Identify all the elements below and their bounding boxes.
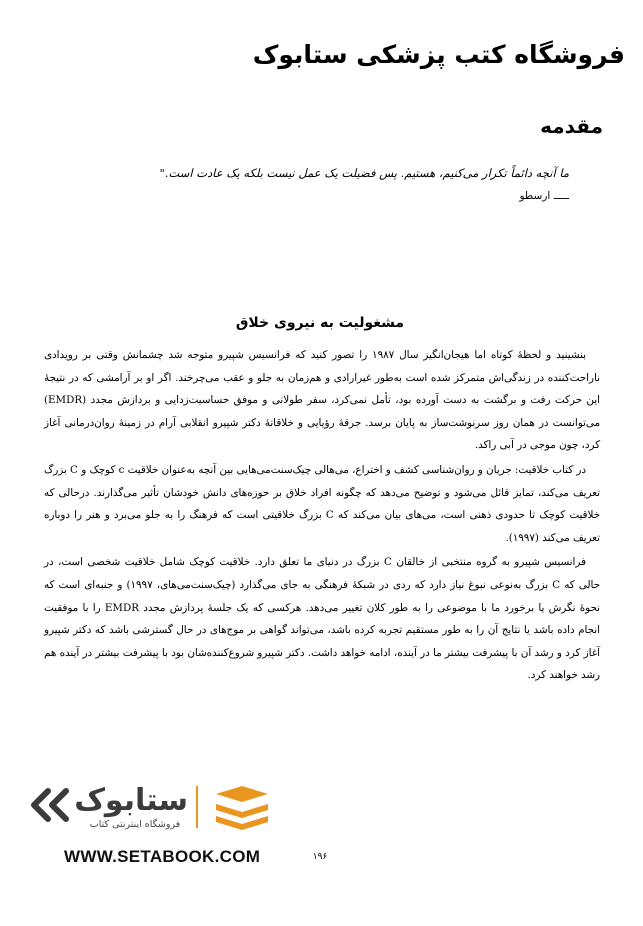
epigraph-quote: ما آنچه دائماً تکرار می‌کنیم، هستیم. پس فضیلت یک عمل نیست بلکه یک عادت است." xyxy=(159,166,569,180)
logo-subtitle: فروشگاه اینترنتی کتاب xyxy=(89,819,181,830)
section-title: مقدمه xyxy=(540,114,603,138)
logo-divider xyxy=(196,786,198,828)
double-chevron-icon xyxy=(22,788,74,822)
website-url[interactable]: WWW.SETABOOK.COM xyxy=(64,847,261,866)
setabook-logo xyxy=(22,784,274,832)
logo-wordmark: ستابوک xyxy=(74,783,188,818)
body-paragraph: در کتاب خلاقیت: جریان و روان‌شناسی کشف و اختراع، می‌هالی چیک‌سنت‌می‌هایی بین آنچه به‌عنوان خلاقیت c کوچک و C بزرگ تعریف می‌کند، تمایز قائل می‌شود و توضیح می‌دهد که چگونه افراد خلاق بر حوزه‌های دانش خودشان تأثیر می‌گذارند. درحالی که خلاقیت کوچک تا حدودی ذهنی است، می‌های بیان می‌کند که C بزرگ خلاقیتی است که فرهنگ را به جلو می‌برد و هنر را دوباره تعریف می‌کند (۱۹۹۷). xyxy=(44,463,600,544)
epigraph-attribution: ـــــ ارسطو xyxy=(519,190,569,202)
chapter-title: مشغولیت به نیروی خلاق xyxy=(235,315,405,331)
body-paragraph: بنشینید و لحظهٔ کوتاه اما هیجان‌انگیز سال ۱۹۸۷ را تصور کنید که فرانسیس شپیرو متوجه شد چشمانش وقتی بر رویدادی ناراحت‌کننده در زندگی‌اش متمرکز شده است به‌طور غیرارادی و هم‌زمان به جلو و عقب می‌چرخند. اگر او بر آرامشی که در نتیجهٔ این حرکت رفت و برگشت به دست آورده بود، تأمل نمی‌کرد، سفر طولانی و موفق حساسیت‌زدایی و بردازش مجدد (EMDR) می‌توانست در همان روز سرنوشت‌ساز به پایان برسد. جرقهٔ رؤیایی و خلاقانهٔ دکتر شپیرو انقلابی آرام در زمینهٔ روان‌درمانی آغاز کرد، چون موجی در آبی راکد. xyxy=(44,349,600,452)
book-stack-icon xyxy=(212,784,272,830)
page-header-title: فروشگاه کتب پزشکی ستابوک xyxy=(252,40,625,69)
body-text xyxy=(44,344,600,689)
page-number: ۱۹۶ xyxy=(312,852,328,862)
body-paragraph: فرانسیس شپیرو به گروه منتخبی از خالقان C بزرگ در دنیای ما تعلق دارد. خلاقیت کوچک شامل خلاقیت شخصی است، در حالی که C بزرگ به‌نوعی نبوغ نیاز دارد که ردی در شبکهٔ فرهنگی به جای می‌گذارد (چیک‌سنت‌می‌های، ۱۹۹۷) و جنبه‌ای است که نحوهٔ نگرش یا برخورد ما با موضوعی را به طور کلان تغییر می‌دهد. هرکسی که یک جلسهٔ پردازش مجدد EMDR را با موفقیت انجام داده باشد یا نتایج آن را به طور مستقیم تجربه کرده باشد، می‌تواند گواهی بر موج‌های در حال گسترشی باشد که دکتر شپیرو آغاز کرد و رشد آن با پیشرفت بیشتر ما در آینده، ادامه خواهد داشت. دکتر شپیرو شروع‌کننده‌شان بود با پیشرفت بیشتر در آینده هم رشد خواهند کرد. xyxy=(44,556,600,682)
